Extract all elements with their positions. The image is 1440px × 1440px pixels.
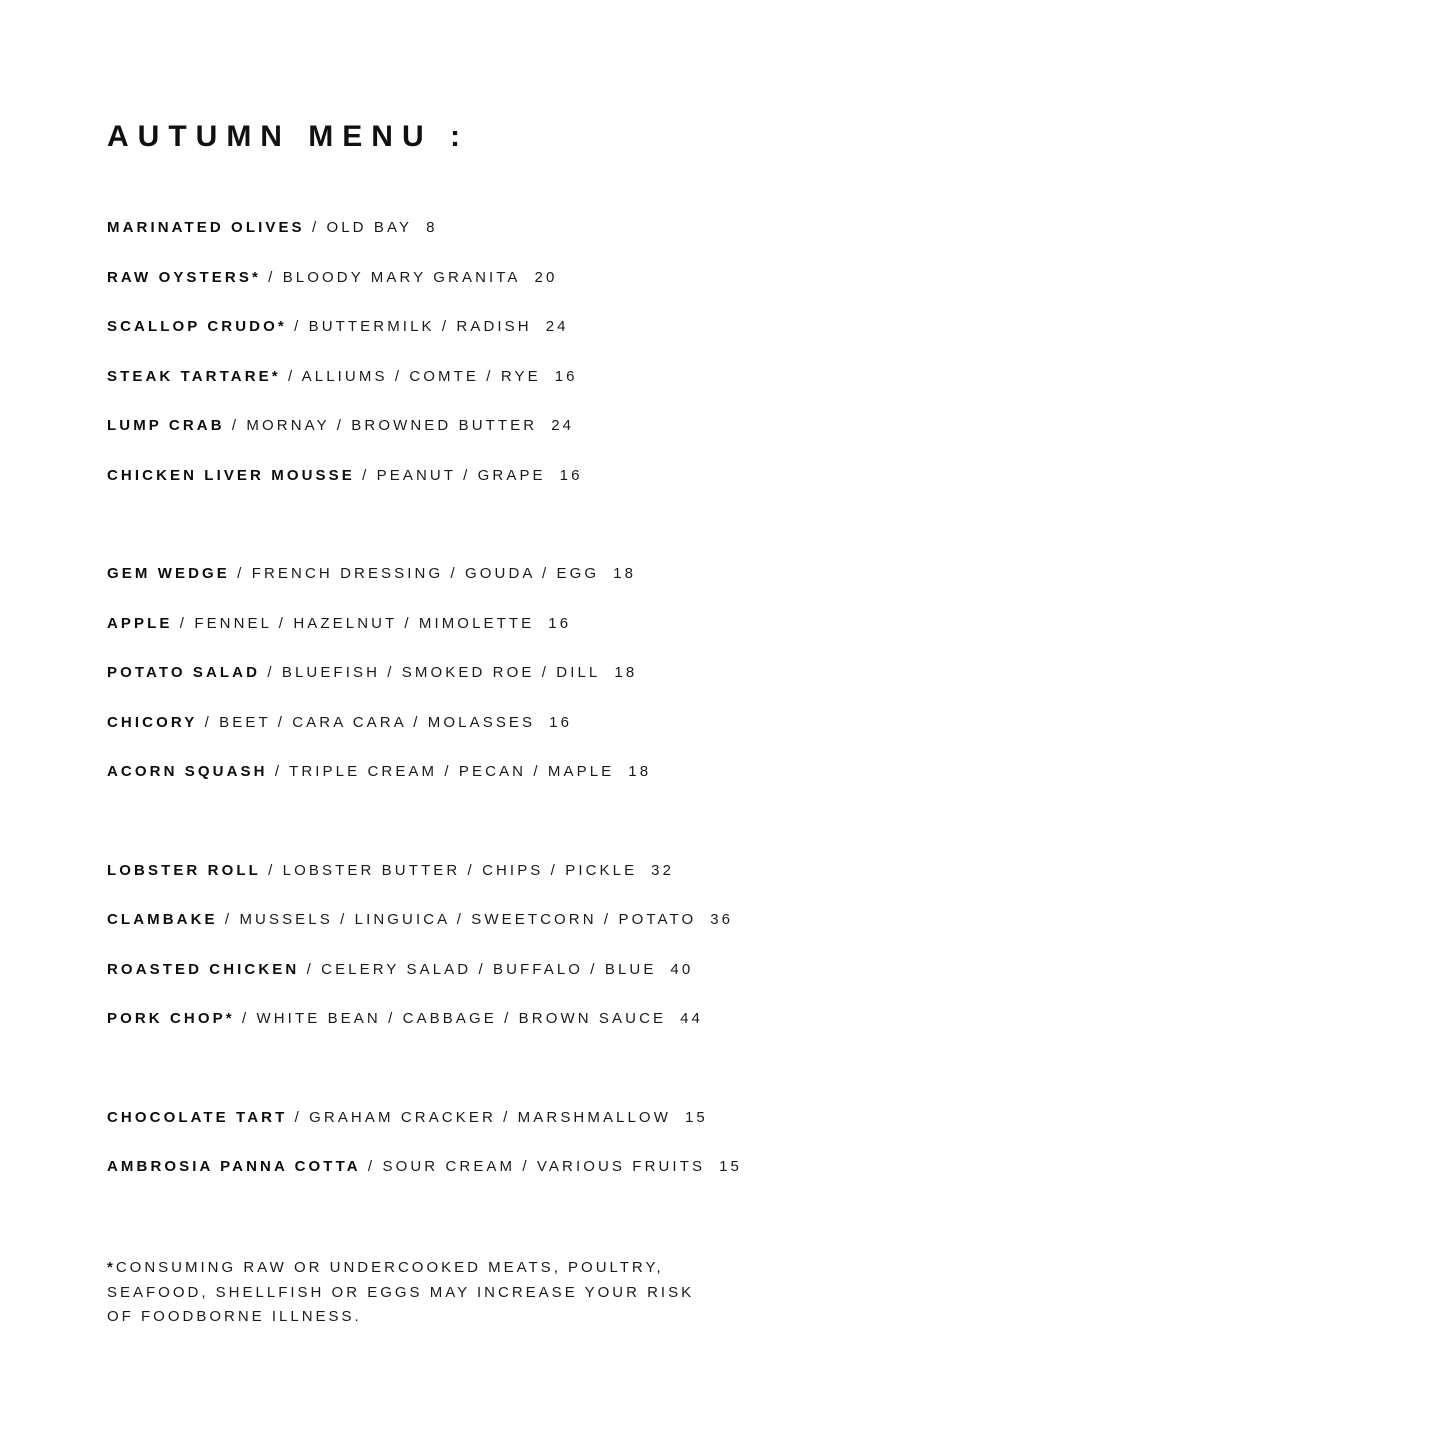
disclaimer-line [107,1256,694,1281]
menu-title: AUTUMN MENU : [107,120,469,153]
dish-description: / MORNAY / BROWNED BUTTER [224,417,538,434]
menu-item [107,861,674,881]
dish-description: / ALLIUMS / COMTE / RYE [280,368,541,385]
disclaimer-text: CONSUMING RAW OR UNDERCOOKED MEATS, POULTRY, [115,1259,664,1276]
dish-description: / FENNEL / HAZELNUT / MIMOLETTE [172,615,535,632]
dish-name: LOBSTER ROLL [107,862,261,879]
dish-description: / CELERY SALAD / BUFFALO / BLUE [299,961,657,978]
dish-description: / OLD BAY [304,219,413,236]
dish-name: CHICORY [107,714,198,731]
dish-price: 24 [551,417,575,434]
dish-description: / GRAHAM CRACKER / MARSHMALLOW [287,1109,671,1126]
menu-item [107,762,651,782]
dish-name: MARINATED OLIVES [107,219,305,236]
dish-name: AMBROSIA PANNA COTTA [107,1158,361,1175]
dish-price: 16 [554,368,578,385]
menu-item [107,564,636,584]
dish-price: 20 [534,269,558,286]
dish-name: CLAMBAKE [107,911,218,928]
dish-name: ROASTED CHICKEN [107,961,300,978]
dish-price: 18 [628,763,652,780]
dish-name: CHICKEN LIVER MOUSSE [107,467,355,484]
menu-item [107,466,583,486]
menu-item [107,416,574,436]
dish-name: CHOCOLATE TART [107,1109,288,1126]
dish-name: RAW OYSTERS* [107,269,261,286]
dish-description: / BLUEFISH / SMOKED ROE / DILL [260,664,601,681]
dish-description: / WHITE BEAN / CABBAGE / BROWN SAUCE [234,1010,667,1027]
dish-name: STEAK TARTARE* [107,368,281,385]
menu-item [107,218,438,238]
menu-item [107,268,557,288]
menu-item [107,663,637,683]
dish-price: 18 [614,664,638,681]
menu-item [107,1157,742,1177]
dish-price: 24 [545,318,569,335]
health-disclaimer [107,1256,694,1330]
dish-description: / SOUR CREAM / VARIOUS FRUITS [360,1158,706,1175]
dish-price: 8 [426,219,438,236]
dish-description: / LOBSTER BUTTER / CHIPS / PICKLE [260,862,638,879]
dish-price: 16 [559,467,583,484]
dish-price: 18 [613,565,637,582]
dish-description: / TRIPLE CREAM / PECAN / MAPLE [267,763,615,780]
dish-price: 16 [549,714,573,731]
dish-price: 16 [548,615,572,632]
menu-item [107,910,733,930]
dish-name: GEM WEDGE [107,565,230,582]
dish-price: 15 [719,1158,742,1175]
dish-description: / PEANUT / GRAPE [354,467,546,484]
dish-price: 32 [651,862,675,879]
dish-description: / FRENCH DRESSING / GOUDA / EGG [229,565,600,582]
dish-description: / BLOODY MARY GRANITA [260,269,521,286]
menu-item [107,317,569,337]
dish-name: ACORN SQUASH [107,763,268,780]
dish-description: / MUSSELS / LINGUICA / SWEETCORN / POTATO [217,911,697,928]
dish-price: 15 [684,1109,708,1126]
dish-name: LUMP CRAB [107,417,225,434]
dish-price: 44 [680,1010,703,1027]
dish-description: / BUTTERMILK / RADISH [286,318,532,335]
dish-name: APPLE [107,615,173,632]
dish-name: SCALLOP CRUDO* [107,318,287,335]
menu-item [107,367,578,387]
disclaimer-line: SEAFOOD, SHELLFISH OR EGGS MAY INCREASE YOUR RISK [107,1283,695,1301]
dish-name: PORK CHOP* [107,1010,235,1027]
dish-name: POTATO SALAD [107,664,261,681]
menu-item [107,960,693,980]
menu-item [107,1009,703,1029]
menu-item [107,713,572,733]
disclaimer-asterisk: * [107,1259,116,1276]
menu-item [107,1108,708,1128]
dish-price: 40 [670,961,694,978]
menu-item [107,614,571,634]
dish-description: / BEET / CARA CARA / MOLASSES [197,714,536,731]
disclaimer-line: OF FOODBORNE ILLNESS. [107,1308,362,1325]
dish-price: 36 [710,911,734,928]
